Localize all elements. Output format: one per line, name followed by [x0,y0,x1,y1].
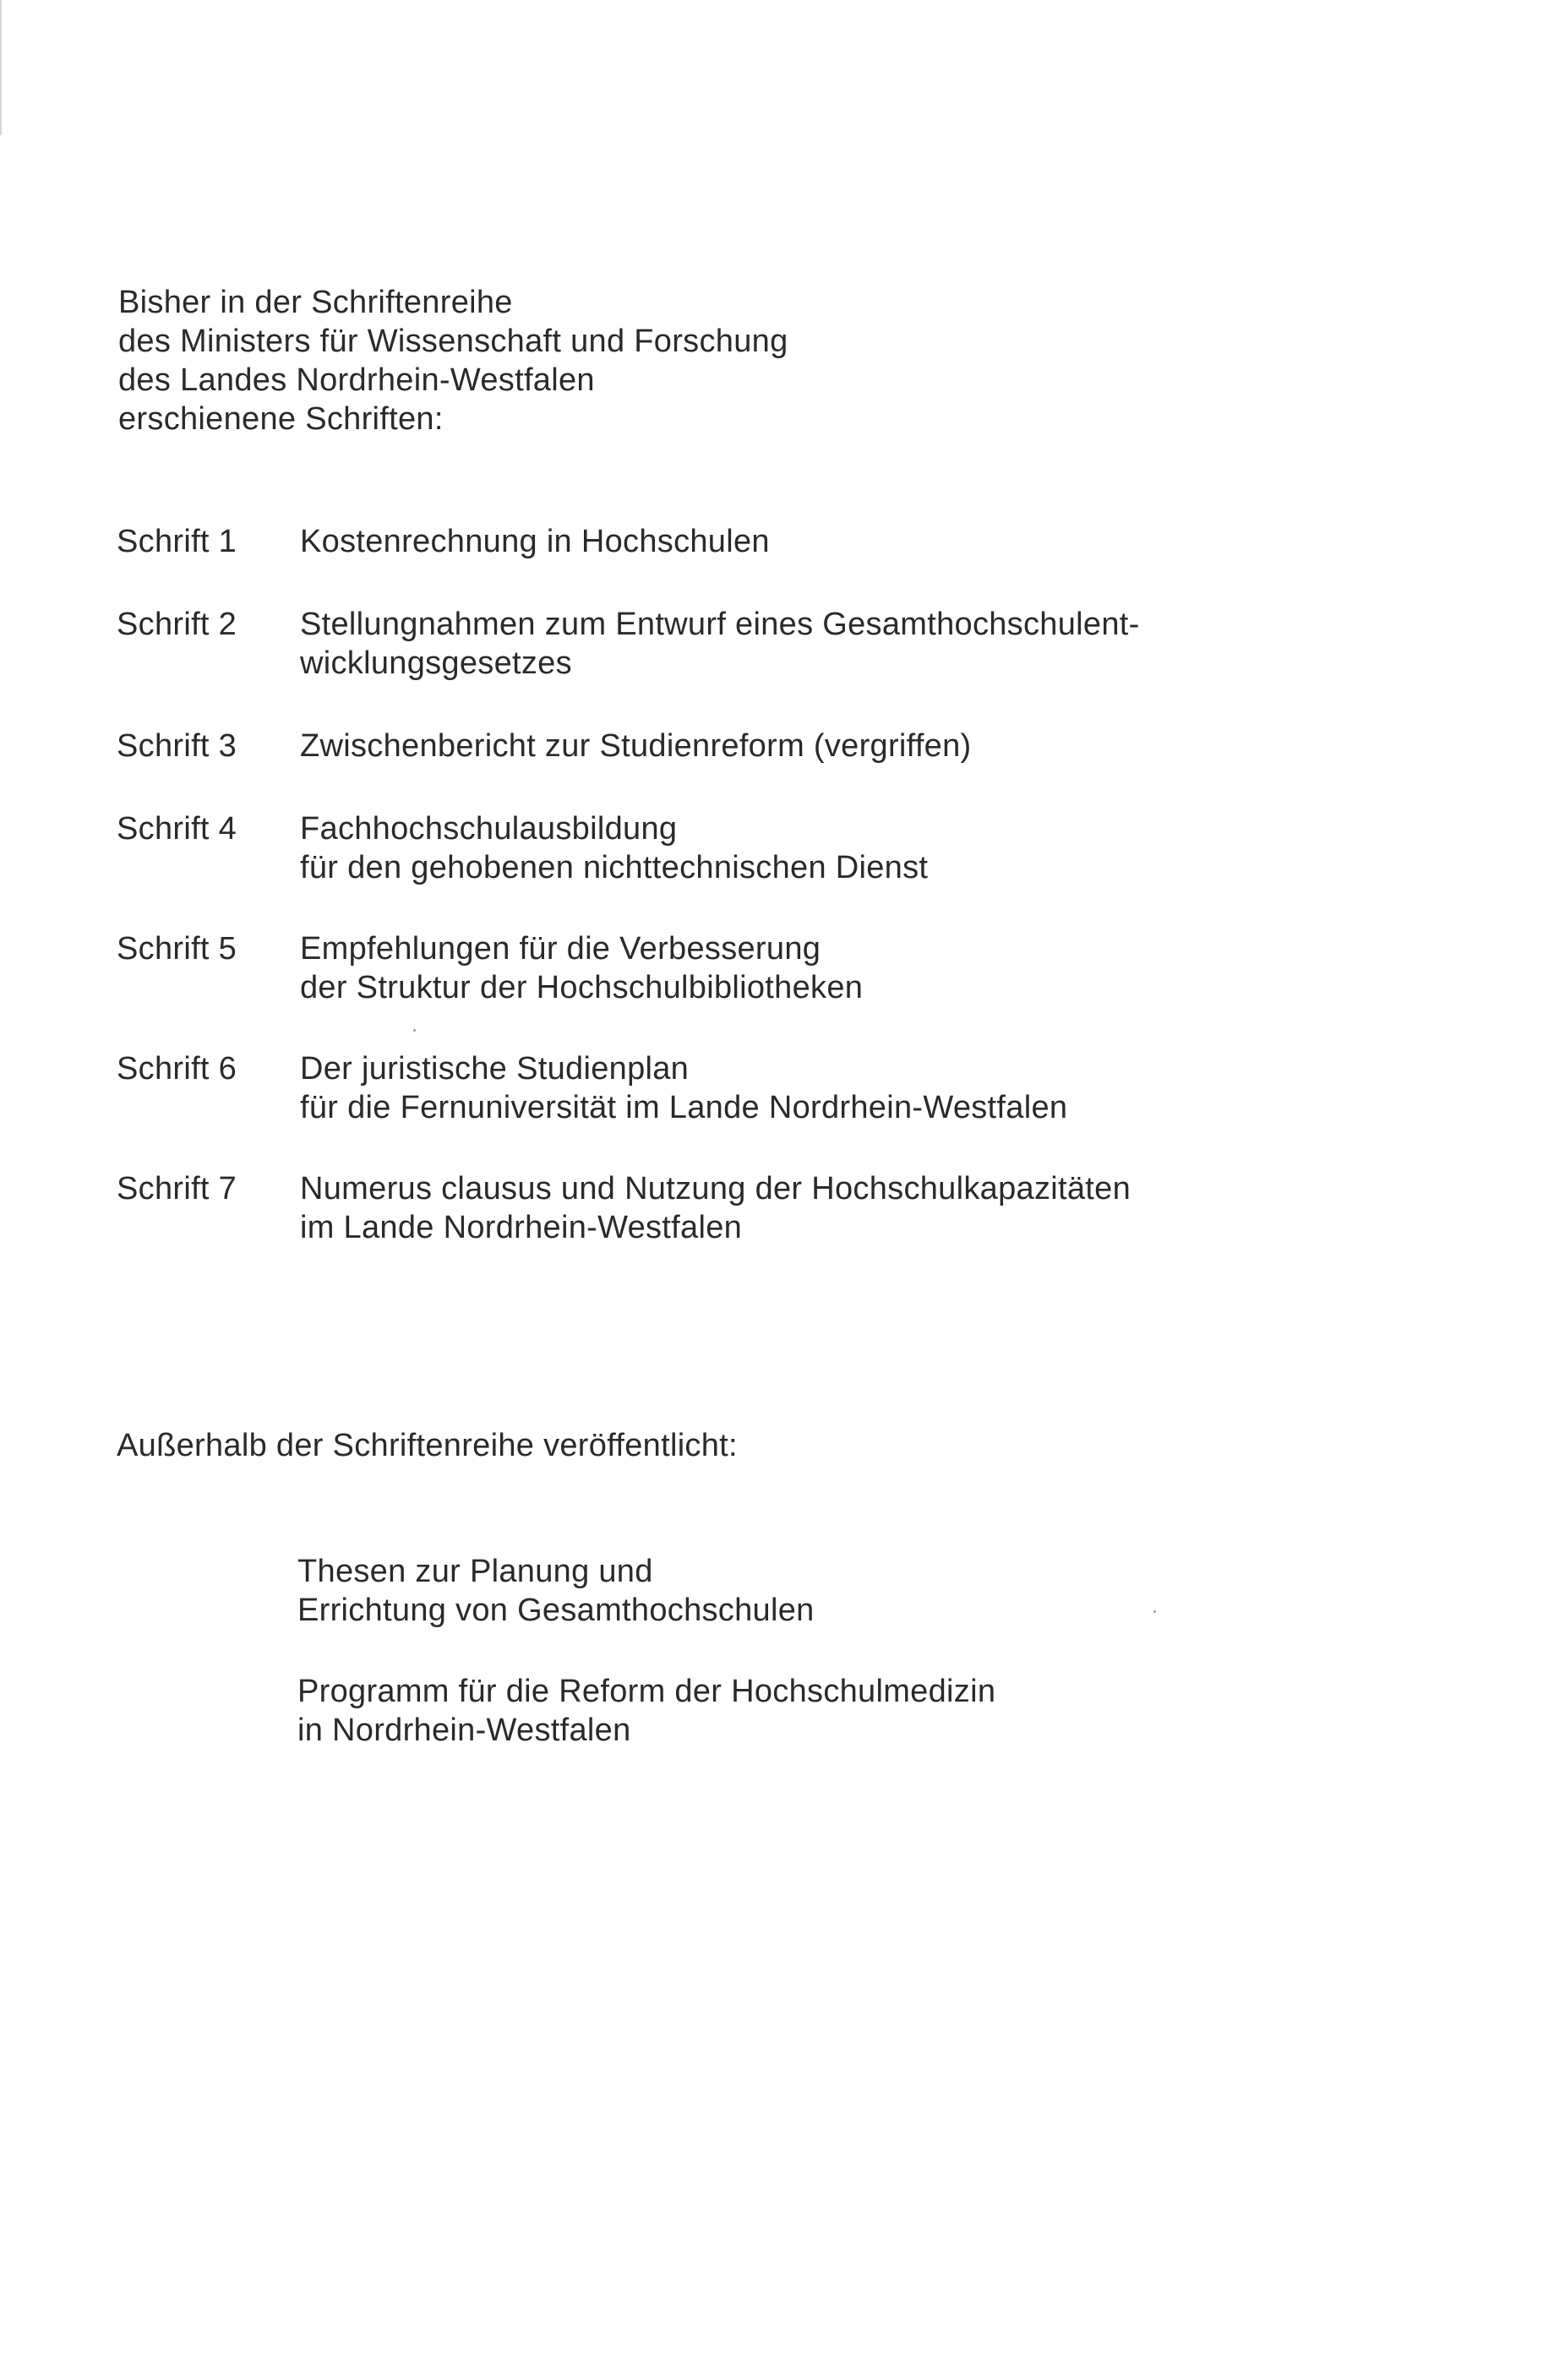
outside-item [297,1552,995,1630]
series-number: Schrift 1 [117,524,237,559]
series-title [300,1169,1131,1247]
intro-line: Bisher in der Schriftenreihe [118,285,513,320]
series-entry [117,1169,1469,1247]
series-title-line: im Lande Nordrhein-Westfalen [300,1210,743,1245]
series-title [300,1049,1067,1127]
outside-heading: Außerhalb der Schriftenreihe veröffentlicht: [117,1428,738,1463]
series-number: Schrift 5 [117,931,237,967]
series-list [117,522,1469,1247]
series-entry [117,1049,1469,1127]
series-number: Schrift 6 [117,1051,237,1087]
series-number: Schrift 2 [117,607,237,642]
series-title-line: Numerus clausus und Nutzung der Hochschulkapazitäten [300,1171,1131,1206]
series-number: Schrift 4 [117,811,237,847]
series-title-line: wicklungsgesetzes [300,645,572,681]
series-entry [117,605,1469,683]
series-entry [117,522,1469,561]
intro-line: des Landes Nordrhein-Westfalen [118,362,595,398]
series-title-line: Der juristische Studienplan [300,1051,690,1087]
outside-item-line: Thesen zur Planung und [297,1554,653,1589]
series-number: Schrift 3 [117,728,237,764]
series-number: Schrift 7 [117,1171,237,1206]
series-title [300,727,972,765]
series-title [300,522,770,561]
series-entry [117,929,1469,1007]
series-title-line: der Struktur der Hochschulbibliotheken [300,970,864,1005]
series-entry [117,727,1469,765]
intro-paragraph [118,283,788,438]
series-title [300,929,863,1007]
print-speck [413,1029,416,1032]
outside-item-line: Errichtung von Gesamthochschulen [297,1593,815,1628]
outside-item-line: Programm für die Reform der Hochschulmedizin [297,1674,996,1709]
series-title [300,809,928,887]
outside-item [297,1672,995,1750]
series-title-line: für den gehobenen nichttechnischen Dienst [300,850,929,885]
page-edge-shadow [0,0,2,135]
outside-list [297,1552,995,1750]
series-title-line: für die Fernuniversität im Lande Nordrhein-Westfalen [300,1090,1068,1125]
intro-line: des Ministers für Wissenschaft und Forschung [118,324,788,359]
print-speck [1153,1610,1156,1613]
intro-line: erschienene Schriften: [118,401,444,437]
series-title-line: Stellungnahmen zum Entwurf eines Gesamthochschulent- [300,607,1140,642]
series-title-line: Fachhochschulausbildung [300,811,678,847]
series-title-line: Zwischenbericht zur Studienreform (vergriffen) [300,728,972,764]
outside-item-line: in Nordrhein-Westfalen [297,1713,631,1748]
series-title-line: Empfehlungen für die Verbesserung [300,931,821,967]
series-title [300,605,1140,683]
series-entry [117,809,1469,887]
series-title-line: Kostenrechnung in Hochschulen [300,524,770,559]
